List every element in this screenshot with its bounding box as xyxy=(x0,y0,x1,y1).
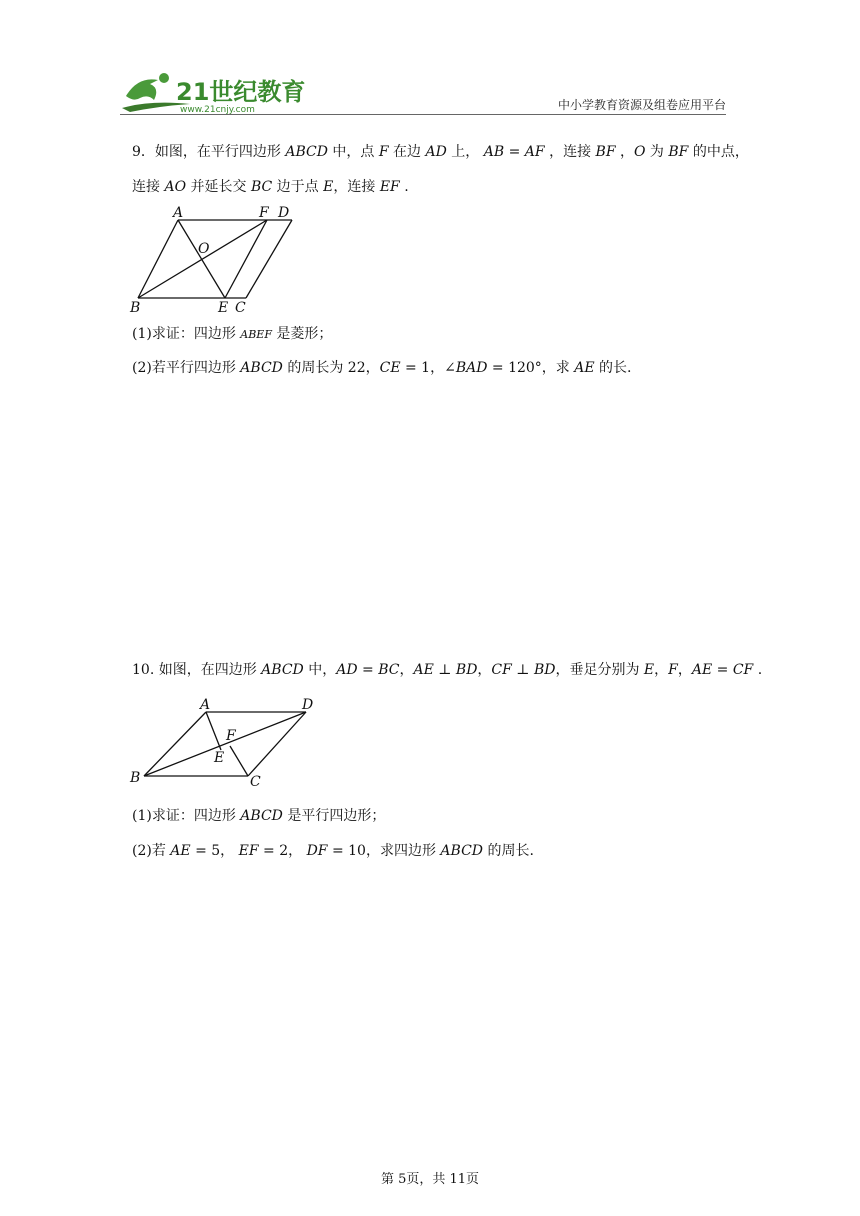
q10-figure xyxy=(126,694,326,794)
q9-label-b: B xyxy=(130,300,141,316)
q10-line1: 10. 如图，在四边形 ABCD 中，AD = BC，AE ⊥ BD，CF ⊥ BD，垂足分别为 E，F，AE = CF . xyxy=(132,662,763,678)
q10-label-a: A xyxy=(200,697,211,713)
q10-part1: (1)求证：四边形 ABCD 是平行四边形； xyxy=(132,808,386,824)
q10-label-b: B xyxy=(130,770,141,786)
platform-name: 中小学教育资源及组卷应用平台 xyxy=(557,98,726,112)
q10-label-c: C xyxy=(250,774,261,790)
q9-label-e: E xyxy=(218,300,229,316)
q9-line1: 9．如图，在平行四边形 ABCD 中，点 F 在边 AD 上， AB = AF ，连接 BF ，O 为 BF 的中点， xyxy=(132,144,749,160)
q9-label-d: D xyxy=(278,205,290,221)
q9-figure xyxy=(128,202,298,317)
q9-label-a: A xyxy=(173,205,184,221)
q9-line2: 连接 AO 并延长交 BC 边于点 E，连接 EF . xyxy=(132,179,409,195)
q9-part1: (1)求证：四边形 ABEF 是菱形； xyxy=(132,326,333,342)
page-header xyxy=(120,70,726,116)
q10-label-d: D xyxy=(302,697,314,713)
logo-icon xyxy=(120,70,320,116)
header-divider xyxy=(120,114,726,115)
page-footer: 第 5页，共 11页 xyxy=(380,1172,480,1187)
q10-part2: (2)若 AE = 5， EF = 2， DF = 10，求四边形 ABCD 的周长. xyxy=(132,843,534,859)
q10-label-e: E xyxy=(214,750,225,766)
q9-label-c: C xyxy=(235,300,246,316)
q10-label-f: F xyxy=(226,728,236,744)
q9-label-f: F xyxy=(259,205,269,221)
logo-text: 21世纪教育 xyxy=(176,78,306,106)
q9-part2: (2)若平行四边形 ABCD 的周长为 22，CE = 1，∠BAD = 120°，求 AE 的长. xyxy=(132,360,632,376)
logo-url: www.21cnjy.com xyxy=(180,105,255,115)
q9-label-o: O xyxy=(198,241,210,257)
